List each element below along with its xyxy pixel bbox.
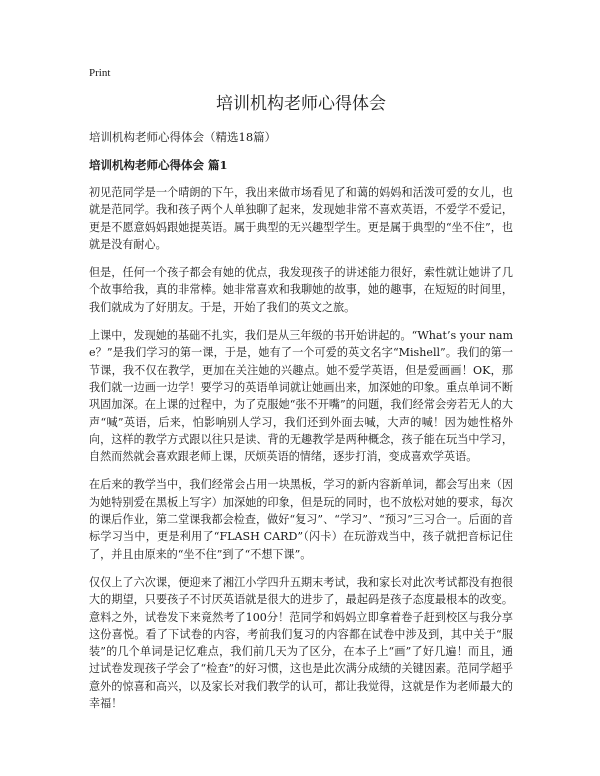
paragraph-4: 在后来的教学当中，我们经常会占用一块黑板，学习的新内容新单词，都会写出来（因为她特别爱在黑板上写字）加深她的印象，但是玩的同时，也不放松对她的要求，每次的课后作业，第二堂课我都会检查，做好“复习”、“学习”、“预习”三习合一。后面的音标学习当中，更是利用了“FLASH CARD”（闪卡）在玩游戏当中，孩子就把音标记住了，并且由原来的“坐不住”到了“不想下课”。 — [89, 478, 513, 561]
paragraph-2: 但是，任何一个孩子都会有她的优点，我发现孩子的讲述能力很好，索性就让她讲了几个故事给我，真的非常棒。她非常喜欢和我聊她的故事，她的趣事，在短短的时间里，我们就成为了好朋友。于是，开始了我们的英文之旅。 — [89, 266, 513, 314]
paragraph-3: 上课中，发现她的基础不扎实，我们是从三年级的书开始讲起的。“What’s your name？”是我们学习的第一课，于是，她有了一个可爱的英文名字“Mishell”。我们的第一节课，我不仅在教学，更加在关注她的兴趣点。她不爱学英语，但是爱画画！OK，那我们就一边画一边学！要学习的英语单词就让她画出来，加深她的印象。重点单词不断巩固加深。在上课的过程中，为了克服她“张不开嘴”的问题，我们经常会旁若无人的大声“喊”英语，后来，怕影响别人学习，我们还到外面去喊，大声的喊！因为她性格外向，这样的教学方式跟以往只是读、背的无趣教学是两种概念，孩子能在玩当中学习，自然而然就会喜欢跟老师上课，厌烦英语的情绪，逐步打消，变成喜欢学英语。 — [89, 329, 513, 464]
document-subtitle: 培训机构老师心得体会（精选18篇） — [89, 130, 277, 144]
document-title: 培训机构老师心得体会 — [216, 94, 386, 114]
section-heading: 培训机构老师心得体会 篇1 — [89, 158, 228, 172]
paragraph-5: 仅仅上了六次课，便迎来了湘江小学四升五期末考试，我和家长对此次考试都没有抱很大的期望，只要孩子不讨厌英语就是很大的进步了，最起码是孩子态度最根本的改变。意料之外，试卷发下来竟然考了100分！范同学和妈妈立即拿着卷子赶到校区与我分享这份喜悦。看了下试卷的内容，考前我们复习的内容都在试卷中涉及到，其中关于“服装”的几个单词是记忆难点，我们前几天为了区分，在本子上“画”了好几遍！而且，通过试卷发现孩子学会了“检查”的好习惯，这也是此次满分成绩的关键因素。范同学超乎意外的惊喜和高兴，以及家长对我们教学的认可，都让我觉得，这就是作为老师最大的幸福！ — [89, 575, 513, 711]
paragraph-1: 初见范同学是一个晴朗的下午，我出来做市场看见了和蔼的妈妈和活泼可爱的女儿，也就是范同学。我和孩子两个人单独聊了起来，发现她非常不喜欢英语，不爱学不爱记，更是不愿意妈妈跟她提英语。属于典型的无兴趣型学生。更是属于典型的“坐不住”，也就是没有耐心。 — [89, 186, 513, 251]
print-label: Print — [89, 67, 111, 79]
